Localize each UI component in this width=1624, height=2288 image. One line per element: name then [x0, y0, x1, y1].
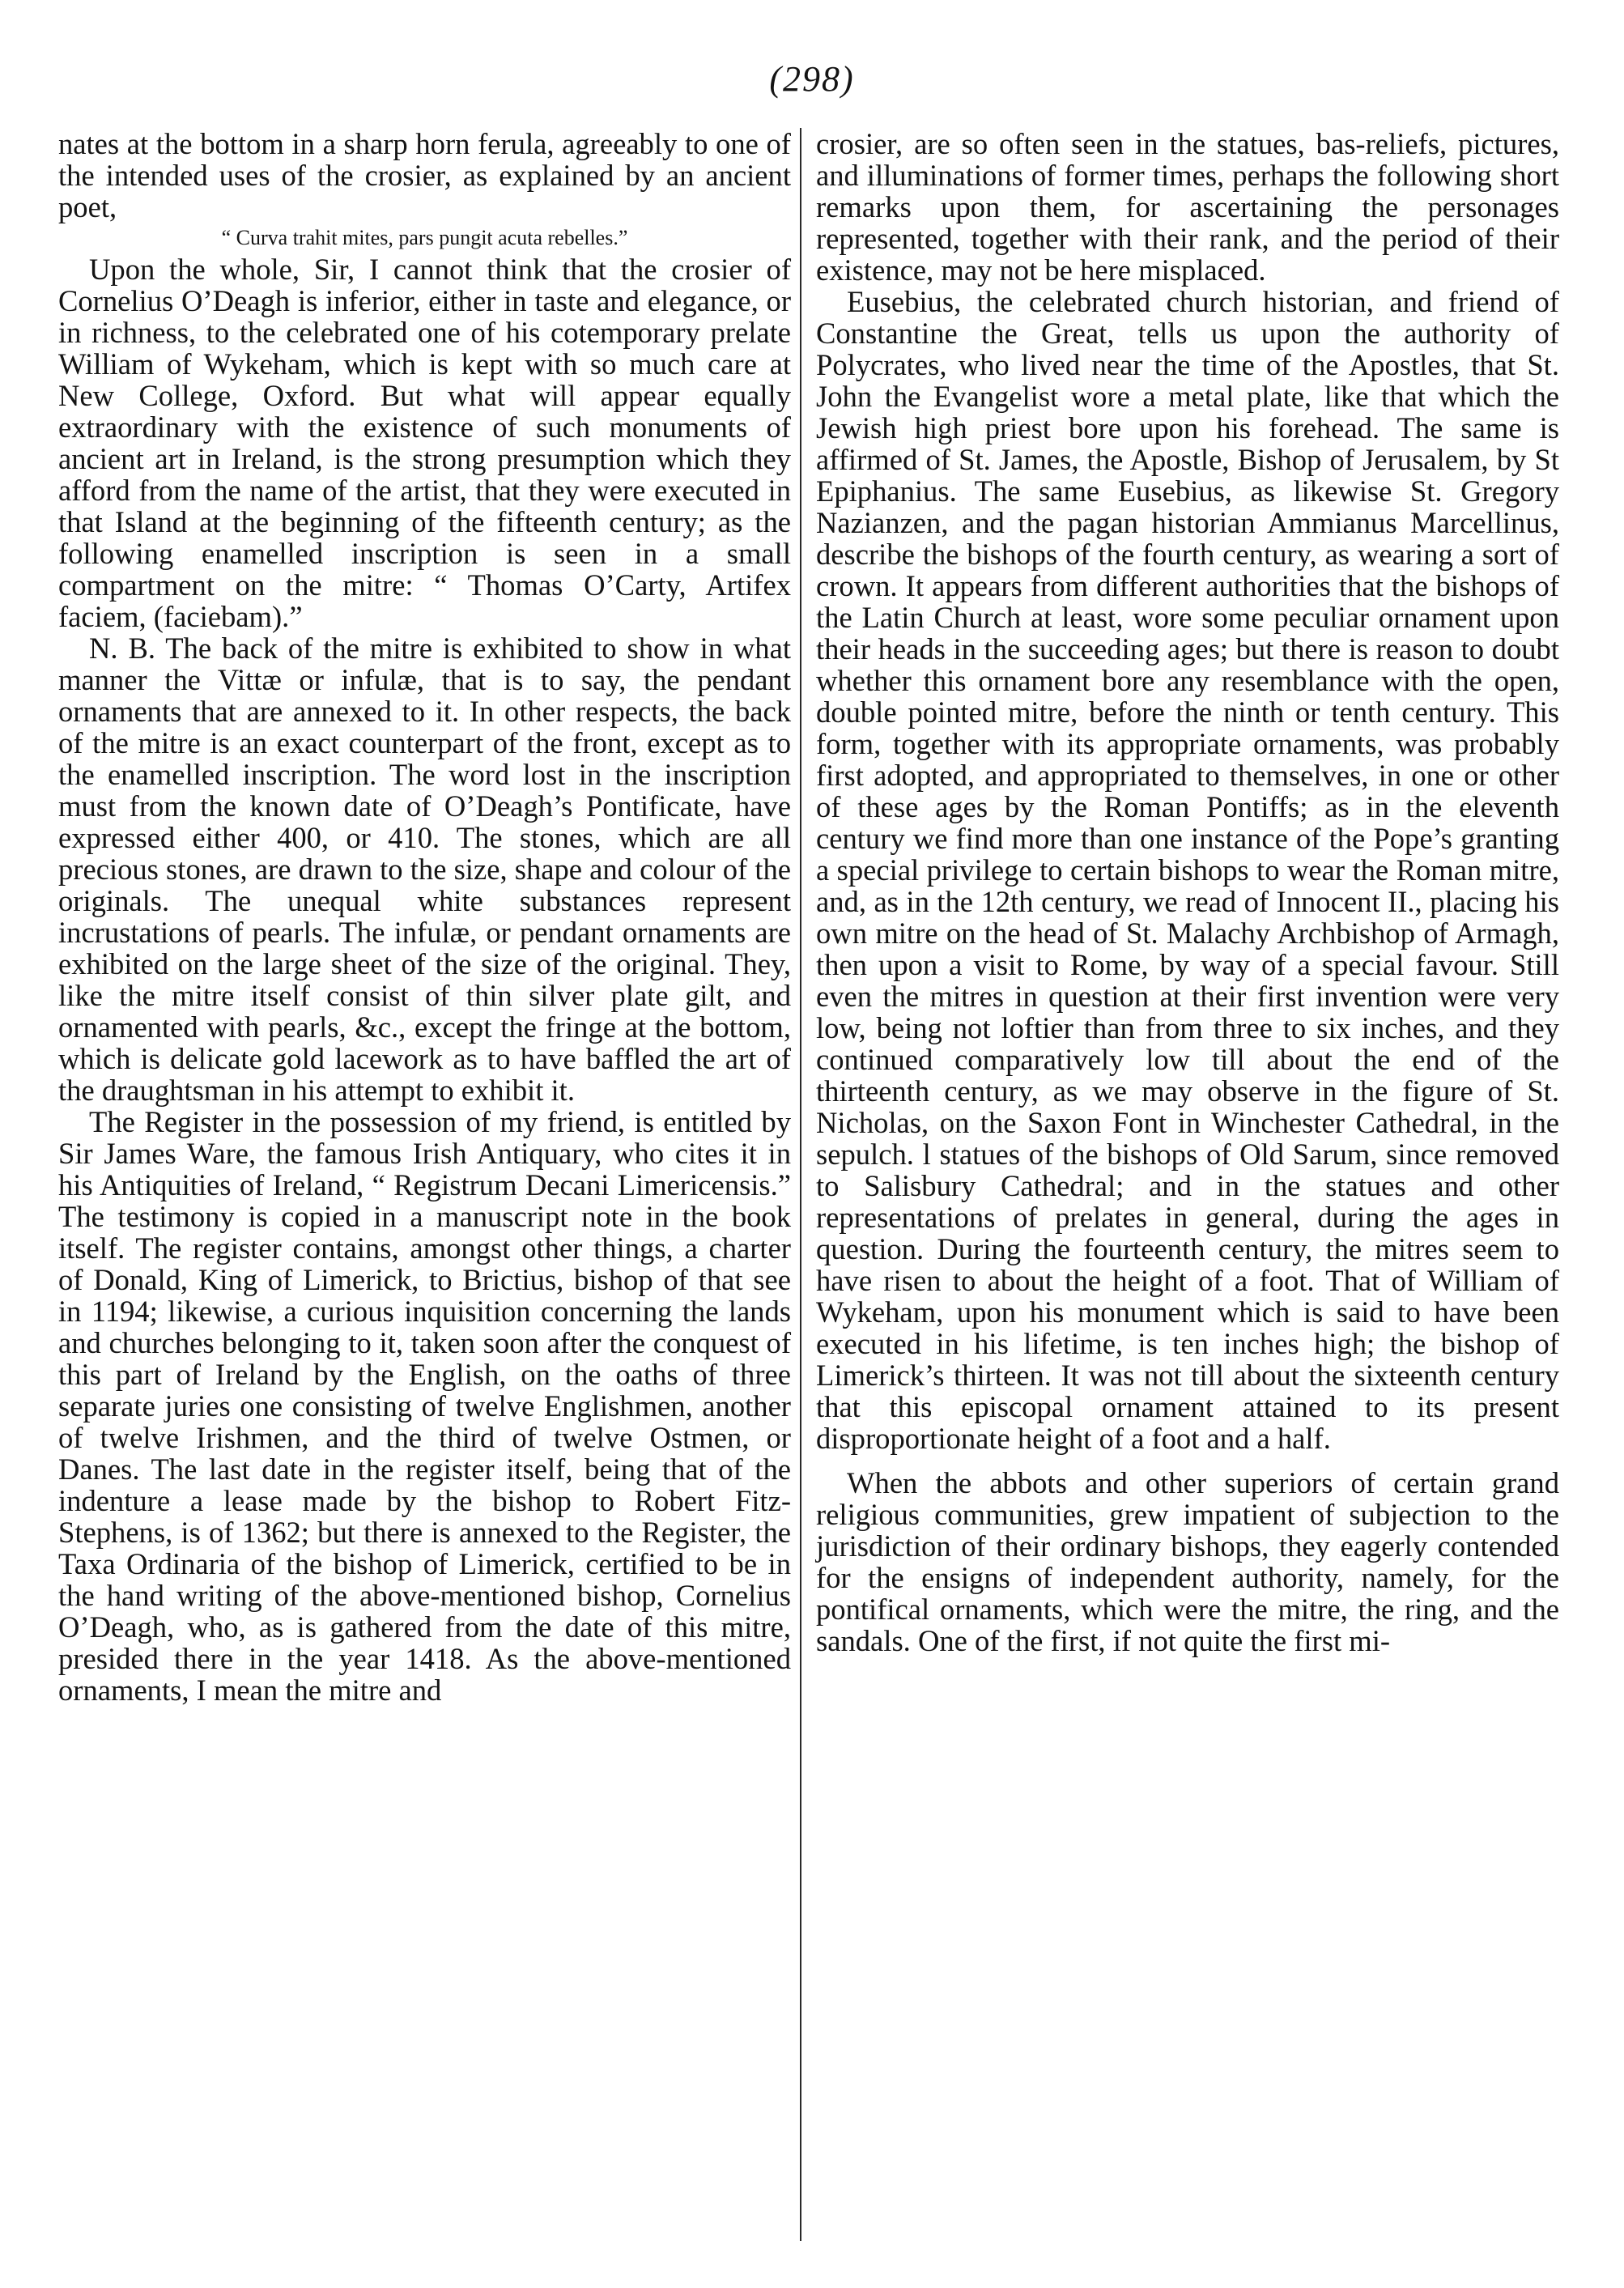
left-paragraph-1: nates at the bottom in a sharp horn ferula, agreeably to one of the intended uses of the crosier, as explained by an ancient poet,	[58, 127, 791, 223]
right-paragraph-2: Eusebius, the celebrated church historian, and friend of Constantine the Great, tells us upon the authority of Polycrates, who lived near the time of the Apostles, that St. John the Evangelist wore a metal plate, like that which the Jewish high priest bore upon his forehead. The same is affirmed of St. James, the Apostle, Bishop of Jerusalem, by St Epiphanius. The same Eusebius, as likewise St. Gregory Nazianzen, and the pagan historian Ammianus Marcellinus, describe the bishops of the fourth century, as wearing a sort of crown. It appears from different authorities that the bishops of the Latin Church at least, wore some peculiar ornament upon their heads in the succeeding ages; but there is reason to doubt whether this ornament bore any resemblance with the open, double pointed mitre, before the ninth or tenth century. This form, together with its appropriate ornaments, was probably first adopted, and appropriated to themselves, in one or other of these ages by the Roman Pontiffs; as in the eleventh century we find more than one instance of the Pope’s granting a special privilege to certain bishops to wear the Roman mitre, and, as in the 12th century, we read of Innocent II., placing his own mitre on the head of St. Malachy Archbishop of Armagh, then upon a visit to Rome, by way of a special favour. Still even the mitres in question at their first invention were very low, being not loftier than from three to six inches, and they continued comparatively low till about the end of the thirteenth century, as we may observe in the figure of St. Nicholas, on the Saxon Font in Winchester Cathedral, in the sepulch. l statues of the bishops of Old Sarum, since removed to Salisbury Cathedral; and in the statues and other representations of prelates in general, during the ages in question. During the fourteenth century, the mitres seem to have risen to about the height of a foot. That of William of Wykeham, upon his monument which is said to have been executed in his lifetime, is ten inches high; the bishop of Limerick’s thirteen. It was not till about the sixteenth century that this episcopal ornament attained to its present disproportionate height of a foot and a half.	[816, 285, 1559, 1455]
left-column	[58, 128, 791, 1706]
page-number: (298)	[769, 59, 855, 99]
left-paragraph-3: N. B. The back of the mitre is exhibited to show in what manner the Vittæ or infulæ, that is to say, the pendant ornaments that are annexed to it. In other respects, the back of the mitre is an exact counterpart of the front, except as to the enamelled inscription. The word lost in the inscription must from the known date of O’Deagh’s Pontificate, have expressed either 400, or 410. The stones, which are all precious stones, are drawn to the size, shape and colour of the originals. The unequal white substances represent incrustations of pearls. The infulæ, or pendant ornaments are exhibited on the large sheet of the size of the original. They, like the mitre itself consist of thin silver plate gilt, and ornamented with pearls, &c., except the fringe at the bottom, which is delicate gold lacework as to have baffled the art of the draughtsman in his attempt to exhibit it.	[58, 632, 792, 1107]
column-divider	[800, 128, 801, 2241]
right-paragraph-3: When the abbots and other superiors of certain grand religious communities, grew impatient of subjection to the jurisdiction of their ordinary bishops, they eagerly contended for the ensigns of independent authority, namely, for the pontifical ornaments, which were the mitre, the ring, and the sandals. One of the first, if not quite the first mi-	[816, 1466, 1559, 1657]
left-paragraph-4: The Register in the possession of my friend, is entitled by Sir James Ware, the famous Irish Antiquary, who cites it in his Antiquities of Ireland, “ Registrum Decani Limericensis.” The testimony is copied in a manuscript note in the book itself. The register contains, amongst other things, a charter of Donald, King of Limerick, to Brictius, bishop of that see in 1194; likewise, a curious inquisition concerning the lands and churches belonging to it, taken soon after the conquest of this part of Ireland by the English, on the oaths of three separate juries one consisting of twelve Englishmen, another of twelve Irishmen, and the third of twelve Ostmen, or Danes. The last date in the register itself, being that of the indenture a lease made by the bishop to Robert Fitz-Stephens, is of 1362; but there is annexed to the Register, the Taxa Ordinaria of the bishop of Limerick, certified to be in the hand writing of the above-mentioned bishop, Cornelius O’Deagh, who, as is gathered from the date of this mitre, presided there in the year 1418. As the above-mentioned ornaments, I mean the mitre and	[58, 1105, 791, 1707]
left-paragraph-2: Upon the whole, Sir, I cannot think that the crosier of Cornelius O’Deagh is inferior, either in taste and elegance, or in richness, to the celebrated one of his cotemporary prelate William of Wykeham, which is kept with so much care at New College, Oxford. But what will appear equally extraordinary with the existence of such monuments of ancient art in Ireland, is the strong presumption which they afford from the name of the artist, that they were executed in that Island at the beginning of the fifteenth century; as the following enamelled inscription is seen in a small compartment on the mitre: “ Thomas O’Carty, Artifex faciem, (faciebam).”	[58, 253, 791, 633]
right-column	[816, 128, 1559, 1656]
latin-quotation: “ Curva trahit mites, pars pungit acuta rebelles.”	[221, 226, 628, 249]
right-paragraph-1: crosier, are so often seen in the statues, bas-reliefs, pictures, and illuminations of former times, perhaps the following short remarks upon them, for ascertaining the personages represented, together with their rank, and the period of their existence, may not be here misplaced.	[816, 127, 1559, 287]
